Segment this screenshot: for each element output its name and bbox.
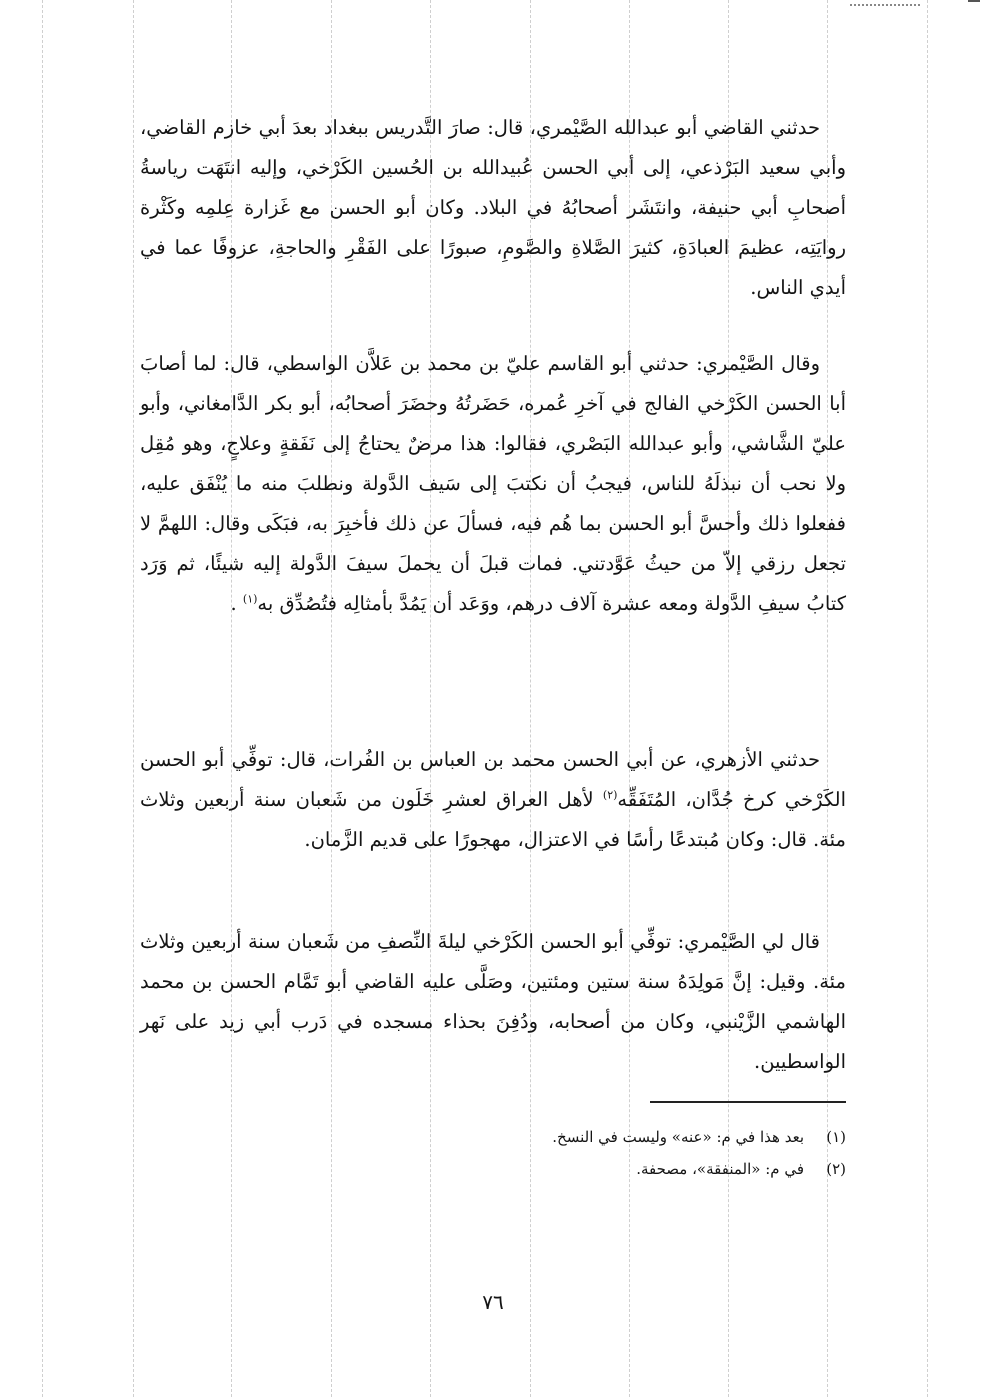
paragraph-4 [140,922,846,1082]
scan-guide-line [133,0,134,1397]
scan-edge-mark [850,4,920,6]
paragraph-1 [140,108,846,308]
footnote-1 [140,1124,846,1150]
footnote-2 [140,1156,846,1182]
paragraph-2: وقال الصَّيْمري: حدثني أبو القاسم عليّ بن محمد بن عَلاَّن الواسطي، قال: لما أصابَ أبا الحسن الكَرْخي الفالج في آخرِ عُمره، حَضَرتُهُ وحضَرَ أصحابُه، أبو بكر الدَّامغاني، وأبو عليّ الشَّاشي، وأبو عبدالله البَصْري، فقالوا: هذا مرضٌ يحتاجُ إلى نَفَقةٍ وعلاجٍ، وهو مُقِل ولا نحب أن نبذلَهُ للناس، فيجبُ أن نكتبَ إلى سَيف الدَّولة ونطلبَ منه ما يُنْفَق عليه، ففعلوا ذلك وأحسَّ أبو الحسن بما هُم فيه، فسألَ عن ذلك فأخبِرَ به، فبَكَى وقال: اللهمَّ لا تجعل رزقي إلاّ من حيثُ عَوَّدتني. فمات قبلَ أن يحملَ سيفَ الدَّولة إليه شيئًا، ثم وَرَد كتابُ سيفِ الدَّولة ومعه عشرة آلاف درهم، ووَعَد أن يَمُدَّ بأمثالِه فتُصُدِّق به$^{(١)}$ . [140,352,846,615]
paragraph-3-text-b: لأهل العراق لعشرِ خَلَون من شَعبان سنة أربعين وثلاث مئة. قال: وكان مُبتدعًا رأسًا في الاعتزال، مهجورًا على قديم الزَّمان. [140,788,846,851]
footnote-1-text: بعد هذا في م: «عنه» وليست في النسخ. [552,1128,804,1146]
footnote-2-text: في م: «المنفقة»، مصحفة. [636,1160,804,1178]
page-number: ٧٦ [482,1290,504,1314]
footnote-1-number: (١) [826,1128,846,1146]
footnote-2-number: (٢) [826,1160,846,1178]
scan-guide-line [927,0,928,1397]
paragraph-3-text-a: حدثني الأزهري، عن أبي الحسن محمد بن العباس بن الفُرات، قال: توفِّي أبو الحسن الكَرْخي كرخ جُدَّان، المُتَفَقِّه [140,748,846,811]
paragraph-1-text: حدثني القاضي أبو عبدالله الصَّيْمري، قال: صارَ التَّدريس ببغداد بعدَ أبي خازم القاضي، وأبي سعيد البَرْذعي، إلى أبي الحسن عُبيدالله بن الحُسين الكَرْخي، وإليه انتَهَت رياسةُ أصحابِ أبي حنيفة، وانتَشَر أصحابُهُ في البلاد. وكان أبو الحسن مع غَزارة عِلمِه وكَثْرة روايَتِه، عظيمَ العبادَةِ، كثيرَ الصَّلاةِ والصَّومِ، صبورًا على الفَقْرِ والحاجةِ، عزوفًا عما في أيدي الناس. [140,116,846,299]
scan-guide-line [42,0,43,1397]
paragraph-4-text: قال لي الصَّيْمري: توفِّي أبو الحسن الكَرْخي ليلةَ النِّصفِ من شَعبان سنة أربعين وثلاث مئة. وقيل: إنَّ مَولِدَهُ سنة ستين ومئتين، وصَلَّى عليه القاضي أبو تَمَّام الحسن بن محمد الهاشمي الزَّيْنبي، وكان من أصحابه، ودُفِنَ بحذاء مسجده في دَرب أبي زيد على نَهر الواسطيين. [140,930,846,1073]
footnote-ref-1[interactable]: (١) [242,592,258,606]
footnote-separator [650,1101,846,1103]
scan-corner-tick [968,0,980,2]
footnote-ref-2[interactable]: (٢) [602,788,618,802]
paragraph-3 [140,740,846,860]
paragraph-2-text: وقال الصَّيْمري: حدثني أبو القاسم عليّ بن محمد بن عَلاَّن الواسطي، قال: لما أصابَ أبا الحسن الكَرْخي الفالج في آخرِ عُمره، حَضَرتُهُ وحضَرَ أصحابُه، أبو بكر الدَّامغاني، وأبو عليّ الشَّاشي، وأبو عبدالله البَصْري، فقالوا: هذا مرضٌ يحتاجُ إلى نَفَقةٍ وعلاجٍ، وهو مُقِل ولا نحب أن نبذلَهُ للناس، فيجبُ أن نكتبَ إلى سَيف الدَّولة ونطلبَ منه ما يُنْفَق عليه، ففعلوا ذلك وأحسَّ أبو الحسن بما هُم فيه، فسألَ عن ذلك فأخبِرَ به، فبَكَى وقال: اللهمَّ لا تجعل رزقي إلاّ من حيثُ عَوَّدتني. فمات قبلَ أن يحملَ سيفَ الدَّولة إليه شيئًا، ثم وَرَد كتابُ سيفِ الدَّولة ومعه عشرة آلاف درهم، ووَعَد أن يَمُدَّ بأمثالِه فتُصُدِّق به [140,352,846,615]
